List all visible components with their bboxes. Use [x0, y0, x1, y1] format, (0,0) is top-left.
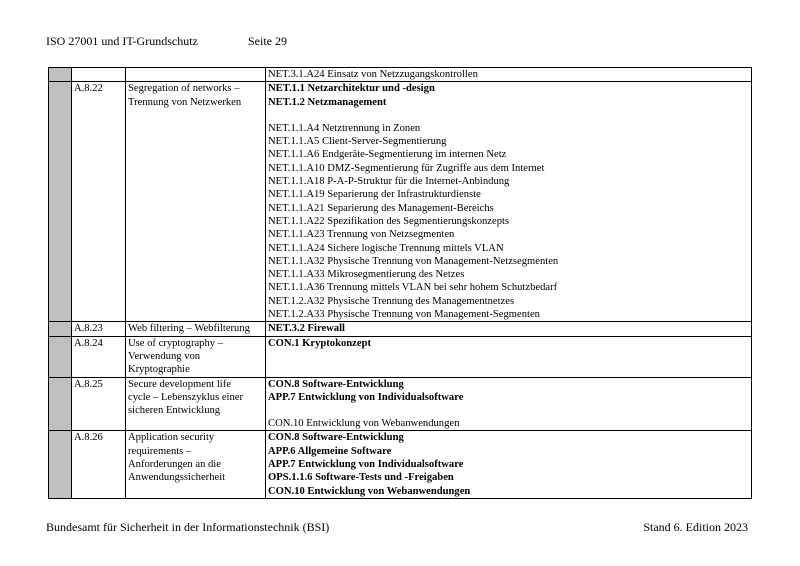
- control-name-line: Use of cryptography –: [128, 337, 224, 349]
- control-name-line: Anforderungen an die: [128, 459, 221, 471]
- table-row: [49, 431, 752, 498]
- requirement-entry: NET.1.1.A6 Endgeräte-Segmentierung im internen Netz: [268, 149, 507, 161]
- control-name-cell: [126, 377, 266, 431]
- control-name-cell: [126, 68, 266, 82]
- grundschutz-modules-cell: [266, 431, 752, 498]
- header-page-number: Seite 29: [248, 34, 287, 48]
- requirement-entry: NET.1.2.A33 Physische Trennung von Management-Segmenten: [268, 309, 540, 321]
- control-name-line: Application security: [128, 432, 215, 444]
- requirement-entry: NET.1.1.A4 Netztrennung in Zonen: [268, 122, 421, 134]
- grundschutz-modules-cell: [266, 336, 752, 377]
- control-id-cell: A.8.26: [72, 431, 126, 498]
- requirement-entry: NET.1.1.A33 Mikrosegmentierung des Netzes: [268, 269, 465, 281]
- module-entry: APP.7 Entwicklung von Individualsoftware: [268, 391, 464, 403]
- requirement-entry: NET.1.1.A21 Separierung des Management-Bereichs: [268, 202, 494, 214]
- control-name-line: Trennung von Netzwerken: [128, 96, 242, 108]
- requirement-entry: NET.1.1.A22 Spezifikation des Segmentierungskonzepts: [268, 215, 510, 227]
- table-row: [49, 377, 752, 431]
- module-entry: OPS.1.1.6 Software-Tests und -Freigaben: [268, 472, 454, 484]
- requirement-entry: NET.3.1.A24 Einsatz von Netzzugangskontrollen: [268, 69, 478, 80]
- module-entry: APP.6 Allgemeine Software: [268, 445, 392, 457]
- control-name-line: Web filtering – Webfilterung: [128, 323, 250, 335]
- control-name-line: Secure development life: [128, 378, 231, 390]
- requirement-entry: NET.1.2.A32 Physische Trennung des Managementnetzes: [268, 295, 515, 307]
- header-title: ISO 27001 und IT-Grundschutz: [46, 34, 198, 48]
- requirement-entry: NET.1.1.A19 Separierung der Infrastrukturdienste: [268, 189, 481, 201]
- control-name-cell: [126, 336, 266, 377]
- row-marker-cell: [49, 336, 72, 377]
- control-name-line: requirements –: [128, 445, 192, 457]
- grundschutz-modules-cell: [266, 322, 752, 336]
- control-name-line: cycle – Lebenszyklus einer: [128, 391, 244, 403]
- grundschutz-modules-cell: [266, 377, 752, 431]
- module-entry: NET.3.2 Firewall: [268, 323, 345, 335]
- control-name-line: Segregation of networks –: [128, 83, 240, 95]
- requirement-entry: NET.1.1.A24 Sichere logische Trennung mittels VLAN: [268, 242, 504, 254]
- requirement-entry: NET.1.1.A36 Trennung mittels VLAN bei sehr hohem Schutzbedarf: [268, 282, 558, 294]
- control-name-cell: [126, 322, 266, 336]
- control-id-cell: A.8.23: [72, 322, 126, 336]
- grundschutz-modules-cell: [266, 82, 752, 322]
- table-row: [49, 82, 752, 322]
- module-entry: NET.1.1 Netzarchitektur und -design: [268, 83, 435, 95]
- spacer: [268, 404, 749, 417]
- control-name-cell: [126, 431, 266, 498]
- footer-publisher: Bundesamt für Sicherheit in der Informationstechnik (BSI): [46, 520, 330, 534]
- control-id-cell: A.8.25: [72, 377, 126, 431]
- control-id-cell: [72, 68, 126, 82]
- module-entry: CON.1 Kryptokonzept: [268, 337, 371, 349]
- row-marker-cell: [49, 377, 72, 431]
- control-name-line: Kryptographie: [128, 364, 190, 376]
- control-id-cell: A.8.22: [72, 82, 126, 322]
- table-row: [49, 322, 752, 336]
- footer-edition: Stand 6. Edition 2023: [643, 520, 748, 534]
- row-marker-cell: [49, 322, 72, 336]
- requirement-entry: NET.1.1.A10 DMZ-Segmentierung für Zugriffe aus dem Internet: [268, 162, 545, 174]
- mapping-table-body: [49, 68, 752, 499]
- mapping-table: [48, 67, 752, 499]
- requirement-entry: CON.10 Entwicklung von Webanwendungen: [268, 418, 460, 430]
- grundschutz-modules-cell: [266, 68, 752, 82]
- table-row: [49, 68, 752, 82]
- control-name-line: Anwendungssicherheit: [128, 472, 226, 484]
- control-name-line: Verwendung von: [128, 350, 201, 362]
- control-name-line: sicheren Entwicklung: [128, 405, 221, 417]
- module-entry: APP.7 Entwicklung von Individualsoftware: [268, 459, 464, 471]
- control-name-cell: [126, 82, 266, 322]
- requirement-entry: NET.1.1.A32 Physische Trennung von Management-Netzsegmenten: [268, 255, 559, 267]
- module-entry: CON.10 Entwicklung von Webanwendungen: [268, 485, 471, 497]
- requirement-entry: NET.1.1.A23 Trennung von Netzsegmenten: [268, 229, 455, 241]
- control-id-cell: A.8.24: [72, 336, 126, 377]
- row-marker-cell: [49, 82, 72, 322]
- module-entry: NET.1.2 Netzmanagement: [268, 96, 387, 108]
- requirement-entry: NET.1.1.A5 Client-Server-Segmentierung: [268, 136, 447, 148]
- row-marker-cell: [49, 431, 72, 498]
- requirement-entry: NET.1.1.A18 P-A-P-Struktur für die Internet-Anbindung: [268, 176, 510, 188]
- row-marker-cell: [49, 68, 72, 82]
- module-entry: CON.8 Software-Entwicklung: [268, 378, 404, 390]
- table-row: [49, 336, 752, 377]
- module-entry: CON.8 Software-Entwicklung: [268, 432, 404, 444]
- spacer: [268, 109, 749, 122]
